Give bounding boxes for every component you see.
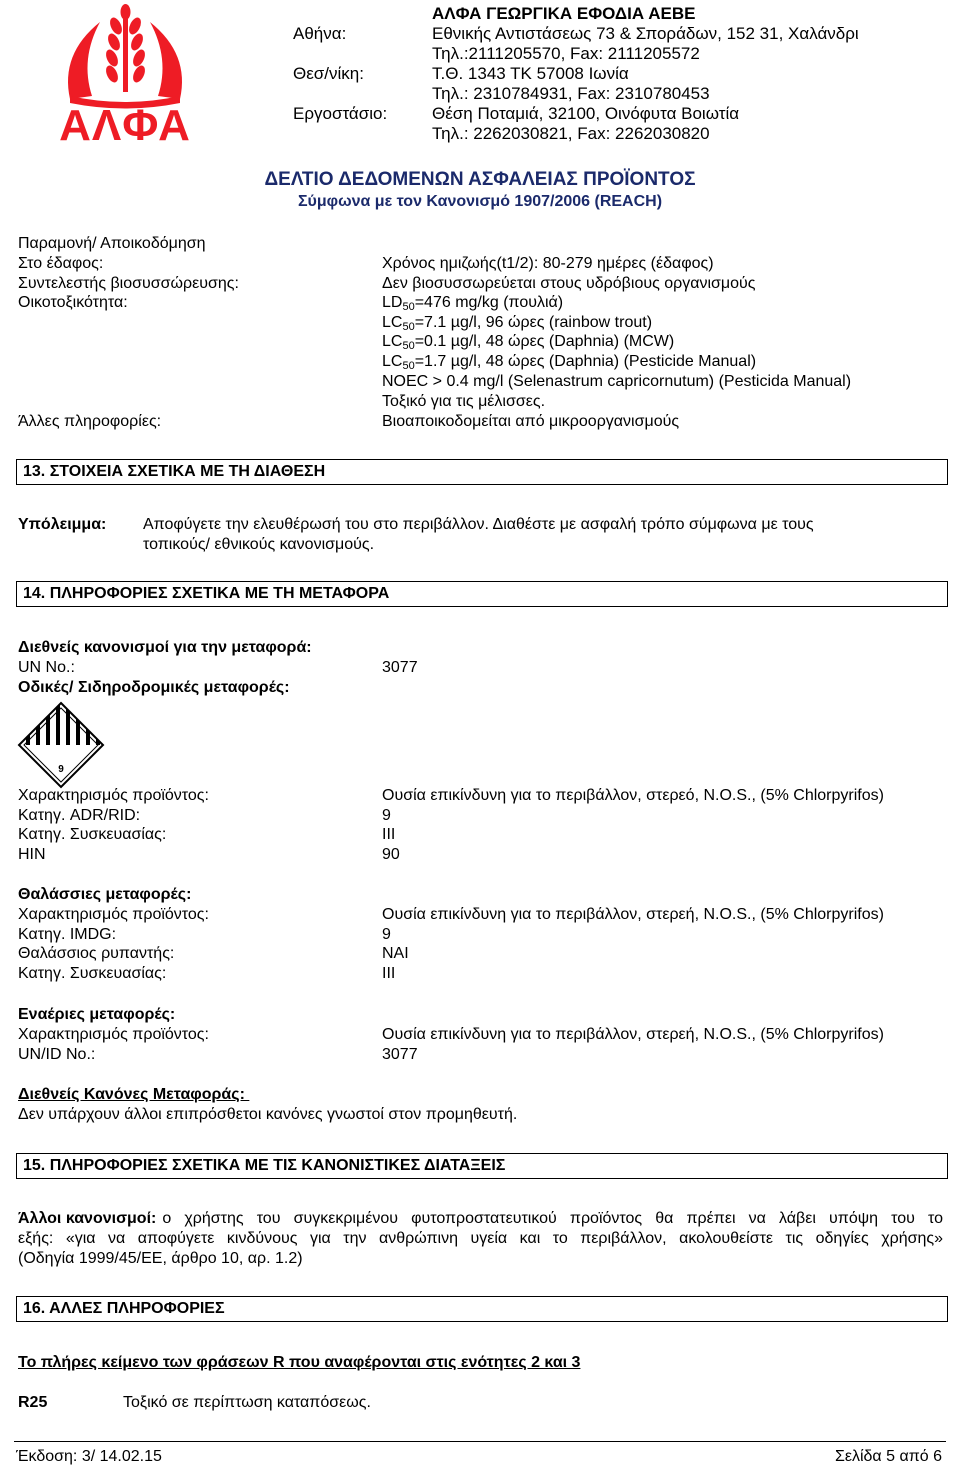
r-text: Τοξικό σε περίπτωση καταπόσεως. bbox=[123, 1394, 371, 1411]
road-hin-label: HIN bbox=[18, 846, 46, 863]
r-phrases-heading: Το πλήρες κείμενο των φράσεων R που αναφέρονται στις ενότητες 2 και 3 bbox=[18, 1354, 581, 1371]
ecotox-line: LC50=1.7 µg/l, 48 ώρες (Daphnia) (Pesticide Manual) bbox=[382, 353, 757, 372]
other-rules-line-1 bbox=[18, 1209, 943, 1229]
sea-pollutant-value: ΝΑΙ bbox=[382, 945, 409, 962]
sea-class-label: Κατηγ. IMDG: bbox=[18, 926, 117, 943]
athens-label: Αθήνα: bbox=[293, 24, 347, 43]
un-value: 3077 bbox=[382, 659, 418, 676]
road-pack-label: Κατηγ. Συσκευασίας: bbox=[18, 826, 167, 843]
footer-page: Σελίδα 5 από 6 bbox=[834, 1448, 942, 1465]
hazard-class-9-icon bbox=[16, 700, 106, 790]
company-name: ΑΛΦΑ ΓΕΩΡΓΙΚΑ ΕΦΟΔΙΑ ΑΕΒΕ bbox=[432, 4, 696, 23]
thess-phone: Τηλ.: 2310784931, Fax: 2310780453 bbox=[432, 84, 710, 103]
air-desc-value: Ουσία επικίνδυνη για το περιβάλλον, στερεή, N.O.S., (5% Chlorpyrifos) bbox=[382, 1026, 884, 1043]
r-code: R25 bbox=[18, 1394, 48, 1411]
road-class-label: Κατηγ. ADR/RID: bbox=[18, 807, 141, 824]
road-desc-value: Ουσία επικίνδυνη για το περιβάλλον, στερεό, N.O.S., (5% Chlorpyrifos) bbox=[382, 787, 884, 804]
un-label: UN No.: bbox=[18, 659, 75, 676]
residue-line-1: Αποφύγετε την ελευθέρωσή του στο περιβάλλον. Διαθέστε με ασφαλή τρόπο σύμφωνα με τους bbox=[143, 516, 814, 533]
air-unid-label: UN/ID No.: bbox=[18, 1046, 96, 1063]
section-14-heading: 14. ΠΛΗΡΟΦΟΡΙΕΣ ΣΧΕΤΙΚΑ ΜΕ ΤΗ ΜΕΤΑΦΟΡΑ bbox=[16, 581, 948, 607]
noec-value: NOEC > 0.4 mg/l (Selenastrum capricornutum) (Pesticida Manual) bbox=[382, 373, 852, 390]
section-13-heading: 13. ΣΤΟΙΧΕΙΑ ΣΧΕΤΙΚΑ ΜΕ ΤΗ ΔΙΑΘΕΣΗ bbox=[16, 459, 948, 485]
intl-transport-text: Δεν υπάρχουν άλλοι επιπρόσθετοι κανόνες γνωστοί στον προμηθευτή. bbox=[18, 1106, 518, 1123]
other-rules-line-2: εξής: «για να αποφύγετε κινδύνους για την ανθρώπινη υγεία και το περιβάλλον, ακολουθείστε τις οδηγίες χρήσης» bbox=[18, 1230, 943, 1247]
sea-pack-value: III bbox=[382, 965, 396, 982]
factory-label: Εργοστάσιο: bbox=[293, 104, 388, 123]
ecotox-line: LD50=476 mg/kg (πουλιά) bbox=[382, 294, 564, 313]
footer-divider bbox=[14, 1441, 946, 1442]
company-logo bbox=[30, 4, 220, 144]
intl-rules-heading: Διεθνείς κανονισμοί για την μεταφορά: bbox=[18, 639, 312, 656]
air-unid-value: 3077 bbox=[382, 1046, 418, 1063]
thess-label: Θεσ/νίκη: bbox=[293, 64, 364, 83]
bees-value: Τοξικό για τις μέλισσες. bbox=[382, 393, 546, 410]
air-desc-label: Χαρακτηρισμός προϊόντος: bbox=[18, 1026, 209, 1043]
sea-desc-value: Ουσία επικίνδυνη για το περιβάλλον, στερεή, N.O.S., (5% Chlorpyrifos) bbox=[382, 906, 884, 923]
footer-edition: Έκδοση: 3/ 14.02.15 bbox=[16, 1448, 162, 1465]
sea-pollutant-label: Θαλάσσιος ρυπαντής: bbox=[18, 945, 175, 962]
sea-class-value: 9 bbox=[382, 926, 391, 943]
bioacc-label: Συντελεστής βιοσυσσώρευσης: bbox=[18, 275, 239, 292]
ecotox-line: LC50=7.1 µg/l, 96 ώρες (rainbow trout) bbox=[382, 314, 653, 333]
soil-value: Χρόνος ημιζωής(t1/2): 80-279 ημέρες (έδαφος) bbox=[382, 255, 714, 272]
persistence-label: Παραμονή/ Αποικοδόμηση bbox=[18, 235, 206, 252]
hazard-class-number: 9 bbox=[58, 764, 64, 775]
thess-address: Τ.Θ. 1343 ΤΚ 57008 Ιωνία bbox=[432, 64, 629, 83]
section-15-heading: 15. ΠΛΗΡΟΦΟΡΙΕΣ ΣΧΕΤΙΚΑ ΜΕ ΤΙΣ ΚΑΝΟΝΙΣΤΙΚΕΣ ΔΙΑΤΑΞΕΙΣ bbox=[16, 1153, 948, 1179]
other-rules-label: Άλλοι κανονισμοί: bbox=[18, 1210, 157, 1227]
factory-address: Θέση Ποταμιά, 32100, Οινόφυτα Βοιωτία bbox=[432, 104, 740, 123]
other-info-label: Άλλες πληροφορίες: bbox=[18, 413, 162, 430]
air-heading: Εναέριες μεταφορές: bbox=[18, 1006, 176, 1023]
factory-phone: Τηλ.: 2262030821, Fax: 2262030820 bbox=[432, 124, 710, 143]
residue-label: Υπόλειμμα: bbox=[18, 516, 107, 533]
sea-pack-label: Κατηγ. Συσκευασίας: bbox=[18, 965, 167, 982]
road-pack-value: III bbox=[382, 826, 396, 843]
wheat-emblem bbox=[30, 4, 220, 144]
road-heading: Οδικές/ Σιδηροδρομικές μεταφορές: bbox=[18, 679, 290, 696]
logo-text: ΑΛΦΑ bbox=[59, 101, 191, 144]
section-16-heading: 16. ΑΛΛΕΣ ΠΛΗΡΟΦΟΡΙΕΣ bbox=[16, 1296, 948, 1322]
residue-line-2: τοπικούς/ εθνικούς κανονισμούς. bbox=[143, 536, 375, 553]
bioacc-value: Δεν βιοσυσσωρεύεται στους υδρόβιους οργανισμούς bbox=[382, 275, 756, 292]
sea-desc-label: Χαρακτηρισμός προϊόντος: bbox=[18, 906, 209, 923]
doc-title: ΔΕΛΤΙΟ ΔΕΔΟΜΕΝΩΝ ΑΣΦΑΛΕΙΑΣ ΠΡΟΪΟΝΤΟΣ bbox=[264, 169, 696, 190]
ecotox-line: LC50=0.1 µg/l, 48 ώρες (Daphnia) (MCW) bbox=[382, 333, 675, 352]
road-hin-value: 90 bbox=[382, 846, 400, 863]
other-info-value: Βιοαποικοδομείται από μικροοργανισμούς bbox=[382, 413, 680, 430]
ecotox-label: Οικοτοξικότητα: bbox=[18, 294, 128, 311]
other-rules-text-1: ο χρήστης του συγκεκριμένου φυτοπροστατευτικού προϊόντος θα πρέπει να λάβει υπόψη του το bbox=[162, 1210, 943, 1227]
road-class-value: 9 bbox=[382, 807, 391, 824]
intl-transport-heading: Διεθνείς Κανόνες Μεταφοράς: bbox=[18, 1086, 250, 1103]
doc-subtitle: Σύμφωνα με τον Κανονισμό 1907/2006 (REACH) bbox=[297, 193, 663, 210]
soil-label: Στο έδαφος: bbox=[18, 255, 104, 272]
other-rules-line-3: (Οδηγία 1999/45/ΕΕ, άρθρο 10, αρ. 1.2) bbox=[18, 1250, 303, 1267]
road-desc-label: Χαρακτηρισμός προϊόντος: bbox=[18, 787, 209, 804]
athens-phone: Τηλ.:2111205570, Fax: 2111205572 bbox=[432, 44, 700, 63]
athens-address: Εθνικής Αντιστάσεως 73 & Σποράδων, 152 31, Χαλάνδρι bbox=[432, 24, 859, 43]
sea-heading: Θαλάσσιες μεταφορές: bbox=[18, 886, 192, 903]
